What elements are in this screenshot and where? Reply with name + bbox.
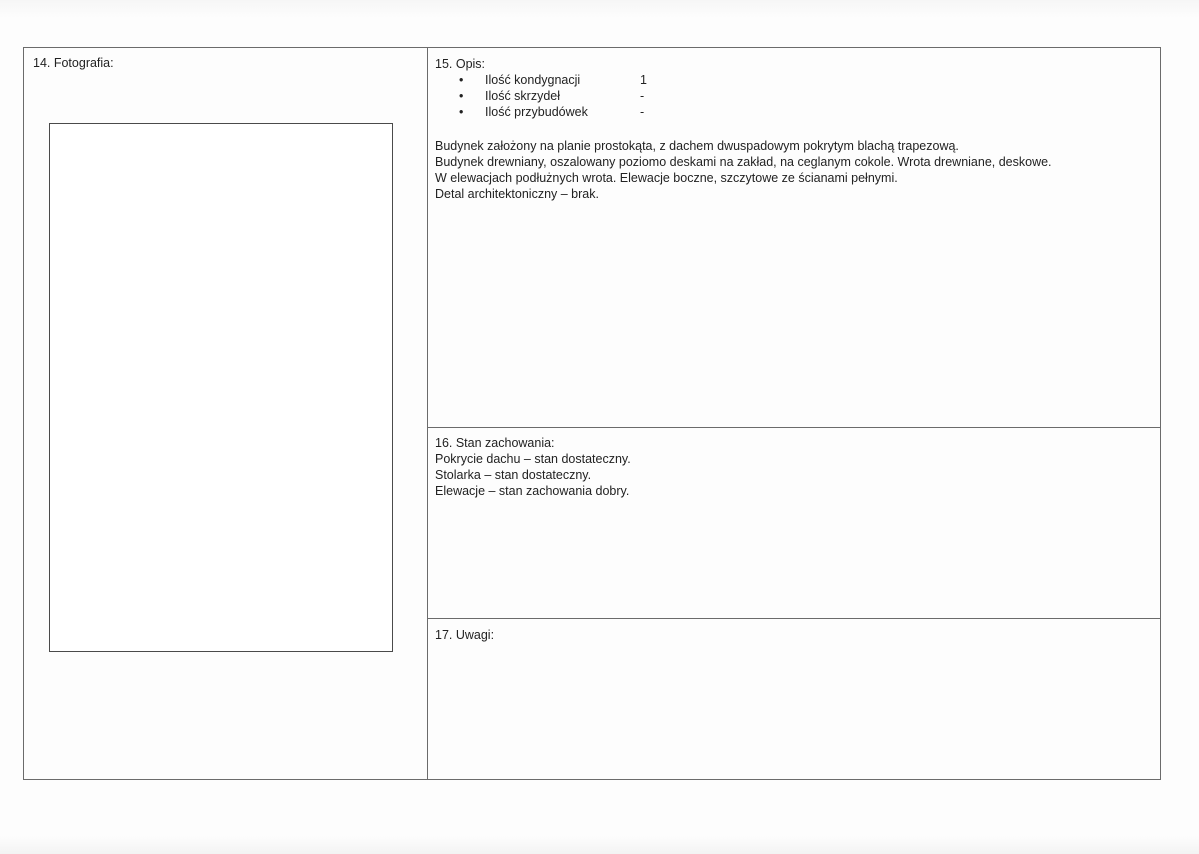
description-line: W elewacjach podłużnych wrota. Elewacje boczne, szczytowe ze ścianami pełnymi. (435, 171, 898, 185)
form-table (23, 47, 1161, 780)
condition-line: Stolarka – stan dostateczny. (435, 468, 592, 482)
attribute-value: - (640, 105, 645, 119)
condition-line: Elewacje – stan zachowania dobry. (435, 484, 630, 498)
photo-field-label: 14. Fotografia: (33, 56, 114, 70)
description-field-label: 15. Opis: (435, 57, 486, 71)
photo-placeholder-frame (49, 123, 393, 652)
notes-cell (435, 627, 1152, 643)
row-divider-description-condition (427, 427, 1160, 428)
attribute-item-wings (435, 88, 1152, 104)
description-cell (435, 56, 1152, 202)
bullet-icon: • (459, 73, 464, 87)
description-line: Budynek założony na planie prostokąta, z dachem dwuspadowym pokrytym blachą trapezową. (435, 139, 959, 153)
notes-field-label: 17. Uwagi: (435, 628, 495, 642)
attribute-name: Ilość przybudówek (485, 105, 588, 119)
description-line: Detal architektoniczny – brak. (435, 187, 599, 201)
bullet-icon: • (459, 105, 464, 119)
description-paragraph (435, 138, 1152, 202)
attribute-item-annexes (435, 104, 1152, 120)
attribute-name: Ilość kondygnacji (485, 73, 581, 87)
condition-field-label: 16. Stan zachowania: (435, 436, 555, 450)
condition-cell (435, 435, 1152, 499)
description-line: Budynek drewniany, oszalowany poziomo deskami na zakład, na ceglanym cokole. Wrota drewniane, deskowe. (435, 155, 1052, 169)
attribute-name: Ilość skrzydeł (485, 89, 561, 103)
attribute-value: 1 (640, 73, 647, 87)
attribute-value: - (640, 89, 645, 103)
condition-line: Pokrycie dachu – stan dostateczny. (435, 452, 631, 466)
column-divider (427, 48, 428, 779)
attribute-list (435, 72, 1152, 120)
attribute-item-floors (435, 72, 1152, 88)
row-divider-condition-notes (427, 618, 1160, 619)
bullet-icon: • (459, 89, 464, 103)
